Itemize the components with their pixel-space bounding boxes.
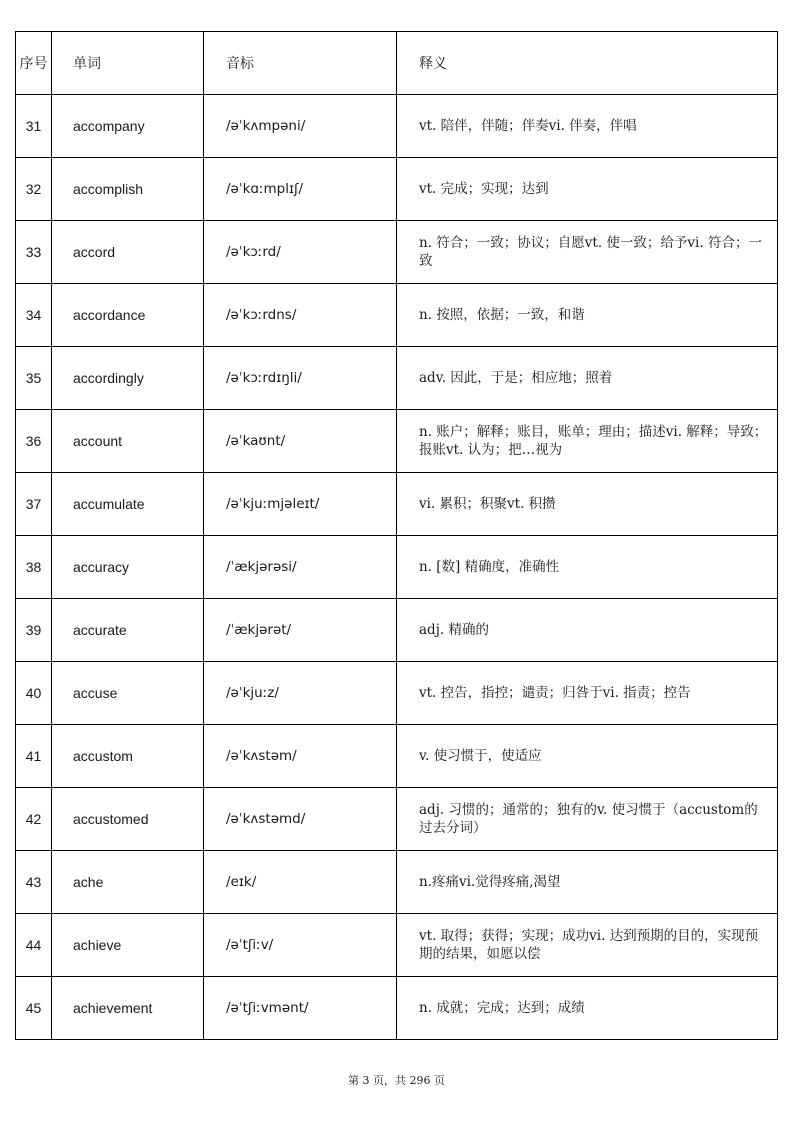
row-phonetic: /eɪk/ xyxy=(204,851,397,914)
row-word: accuracy xyxy=(52,536,204,599)
row-word: accurate xyxy=(52,599,204,662)
header-number: 序号 xyxy=(16,32,52,95)
row-definition: vt. 完成；实现；达到 xyxy=(397,158,778,221)
page-footer: 第 3 页，共 296 页 xyxy=(348,1074,445,1087)
row-number: 32 xyxy=(16,158,52,221)
row-word: achieve xyxy=(52,914,204,977)
row-definition: vi. 累积；积聚vt. 积攒 xyxy=(397,473,778,536)
row-definition: n. 符合；一致；协议；自愿vt. 使一致；给予vi. 符合；一致 xyxy=(397,221,778,284)
row-phonetic: /əˈtʃiːvmənt/ xyxy=(204,977,397,1040)
table-row xyxy=(16,725,778,788)
row-number: 45 xyxy=(16,977,52,1040)
row-definition: adj. 习惯的；通常的；独有的v. 使习惯于（accustom的过去分词） xyxy=(397,788,778,851)
row-definition: vt. 陪伴，伴随；伴奏vi. 伴奏，伴唱 xyxy=(397,95,778,158)
row-word: accumulate xyxy=(52,473,204,536)
row-definition: adv. 因此，于是；相应地；照着 xyxy=(397,347,778,410)
row-definition: n. [数] 精确度，准确性 xyxy=(397,536,778,599)
row-word: accustomed xyxy=(52,788,204,851)
table-row xyxy=(16,536,778,599)
row-number: 33 xyxy=(16,221,52,284)
row-definition: n. 账户；解释；账目，账单；理由；描述vi. 解释；导致；报账vt. 认为；把…视为 xyxy=(397,410,778,473)
row-phonetic: /əˈkɔːrdɪŋli/ xyxy=(204,347,397,410)
header-phonetic: 音标 xyxy=(204,32,397,95)
row-word: achievement xyxy=(52,977,204,1040)
row-word: accordingly xyxy=(52,347,204,410)
row-phonetic: /ˈækjərət/ xyxy=(204,599,397,662)
row-number: 38 xyxy=(16,536,52,599)
row-phonetic: /əˈkjuːz/ xyxy=(204,662,397,725)
table-row xyxy=(16,158,778,221)
table-header xyxy=(16,32,778,95)
row-definition: n. 按照，依据；一致，和谐 xyxy=(397,284,778,347)
row-word: accustom xyxy=(52,725,204,788)
row-number: 31 xyxy=(16,95,52,158)
row-phonetic: /əˈkaʊnt/ xyxy=(204,410,397,473)
table-row xyxy=(16,95,778,158)
table-row xyxy=(16,284,778,347)
header-row xyxy=(16,32,778,95)
row-definition: adj. 精确的 xyxy=(397,599,778,662)
row-phonetic: /əˈkɔːrd/ xyxy=(204,221,397,284)
row-word: ache xyxy=(52,851,204,914)
row-definition: n.疼痛vi.觉得疼痛,渴望 xyxy=(397,851,778,914)
row-word: accuse xyxy=(52,662,204,725)
table-row xyxy=(16,221,778,284)
header-definition: 释义 xyxy=(397,32,778,95)
row-phonetic: /əˈkɑːmplɪʃ/ xyxy=(204,158,397,221)
table-row xyxy=(16,662,778,725)
row-definition: n. 成就；完成；达到；成绩 xyxy=(397,977,778,1040)
header-word: 单词 xyxy=(52,32,204,95)
row-number: 44 xyxy=(16,914,52,977)
row-word: accompany xyxy=(52,95,204,158)
row-definition: vt. 取得；获得；实现；成功vi. 达到预期的目的，实现预期的结果，如愿以偿 xyxy=(397,914,778,977)
table-row xyxy=(16,410,778,473)
row-word: accomplish xyxy=(52,158,204,221)
table-row xyxy=(16,347,778,410)
table-body xyxy=(16,95,778,1040)
row-number: 41 xyxy=(16,725,52,788)
row-definition: vt. 控告，指控；谴责；归咎于vi. 指责；控告 xyxy=(397,662,778,725)
row-number: 35 xyxy=(16,347,52,410)
table-row xyxy=(16,914,778,977)
row-phonetic: /əˈtʃiːv/ xyxy=(204,914,397,977)
row-definition: v. 使习惯于，使适应 xyxy=(397,725,778,788)
table-row xyxy=(16,851,778,914)
row-word: accordance xyxy=(52,284,204,347)
table-row xyxy=(16,599,778,662)
row-phonetic: /əˈkʌstəm/ xyxy=(204,725,397,788)
row-phonetic: /əˈkʌstəmd/ xyxy=(204,788,397,851)
row-word: account xyxy=(52,410,204,473)
table-row xyxy=(16,473,778,536)
row-phonetic: /əˈkjuːmjəleɪt/ xyxy=(204,473,397,536)
table-row xyxy=(16,977,778,1040)
table-row xyxy=(16,788,778,851)
row-phonetic: /əˈkɔːrdns/ xyxy=(204,284,397,347)
row-number: 36 xyxy=(16,410,52,473)
row-phonetic: /ˈækjərəsi/ xyxy=(204,536,397,599)
row-number: 40 xyxy=(16,662,52,725)
row-number: 42 xyxy=(16,788,52,851)
row-number: 43 xyxy=(16,851,52,914)
row-phonetic: /əˈkʌmpəni/ xyxy=(204,95,397,158)
row-number: 34 xyxy=(16,284,52,347)
row-number: 37 xyxy=(16,473,52,536)
row-word: accord xyxy=(52,221,204,284)
vocabulary-table xyxy=(15,31,778,1040)
row-number: 39 xyxy=(16,599,52,662)
